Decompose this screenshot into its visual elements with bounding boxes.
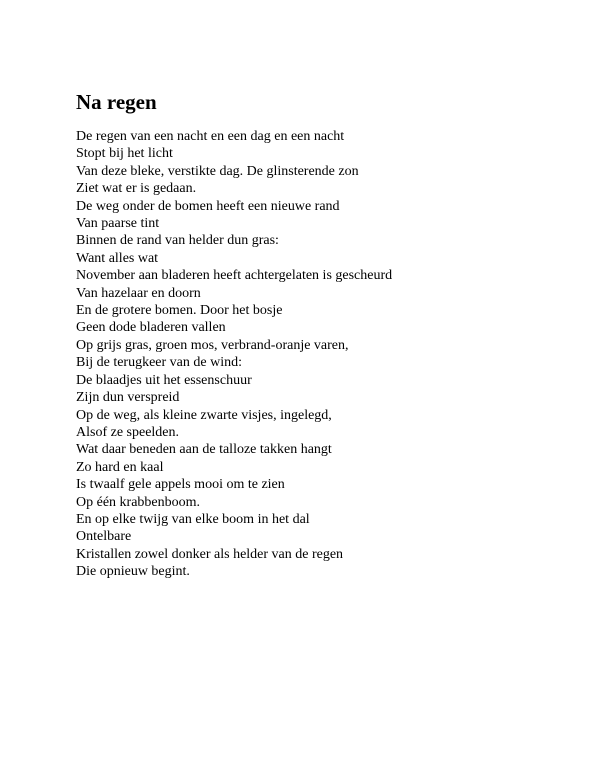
poem-line: En de grotere bomen. Door het bosje xyxy=(76,303,283,319)
poem-line: Van deze bleke, verstikte dag. De glinsterende zon xyxy=(76,163,359,179)
poem-body xyxy=(76,128,392,581)
poem-line: Alsof ze speelden. xyxy=(76,424,180,440)
poem-line: November aan bladeren heeft achtergelaten is gescheurd xyxy=(76,268,393,284)
poem-line: De weg onder de bomen heeft een nieuwe rand xyxy=(76,198,340,214)
poem-line: Binnen de rand van helder dun gras: xyxy=(76,233,279,249)
poem-line: En op elke twijg van elke boom in het dal xyxy=(76,511,310,527)
poem-line: Van hazelaar en doorn xyxy=(76,285,201,301)
poem-line: Op één krabbenboom. xyxy=(76,494,201,510)
poem-line: Zo hard en kaal xyxy=(76,459,164,475)
poem-line: Op grijs gras, groen mos, verbrand-oranje varen, xyxy=(76,337,349,353)
poem-line: Bij de terugkeer van de wind: xyxy=(76,355,243,371)
poem-line: Want alles wat xyxy=(76,250,159,266)
poem-line: De regen van een nacht en een dag en een nacht xyxy=(76,129,345,144)
poem-line: Geen dode bladeren vallen xyxy=(76,320,226,336)
poem-line: Stopt bij het licht xyxy=(76,146,173,162)
poem-line: De blaadjes uit het essenschuur xyxy=(76,372,252,388)
poem-line: Ziet wat er is gedaan. xyxy=(76,181,197,197)
poem-line: Is twaalf gele appels mooi om te zien xyxy=(76,477,285,493)
poem-line: Op de weg, als kleine zwarte visjes, ingelegd, xyxy=(76,407,332,423)
poem-line: Kristallen zowel donker als helder van de regen xyxy=(76,546,344,562)
poem-line: Zijn dun verspreid xyxy=(76,390,180,406)
poem-line: Wat daar beneden aan de talloze takken hangt xyxy=(76,442,332,458)
poem-line: Ontelbare xyxy=(76,529,132,545)
poem-title: Na regen xyxy=(76,90,157,114)
poem-line: Van paarse tint xyxy=(76,216,160,232)
poem-line: Die opnieuw begint. xyxy=(76,564,190,580)
